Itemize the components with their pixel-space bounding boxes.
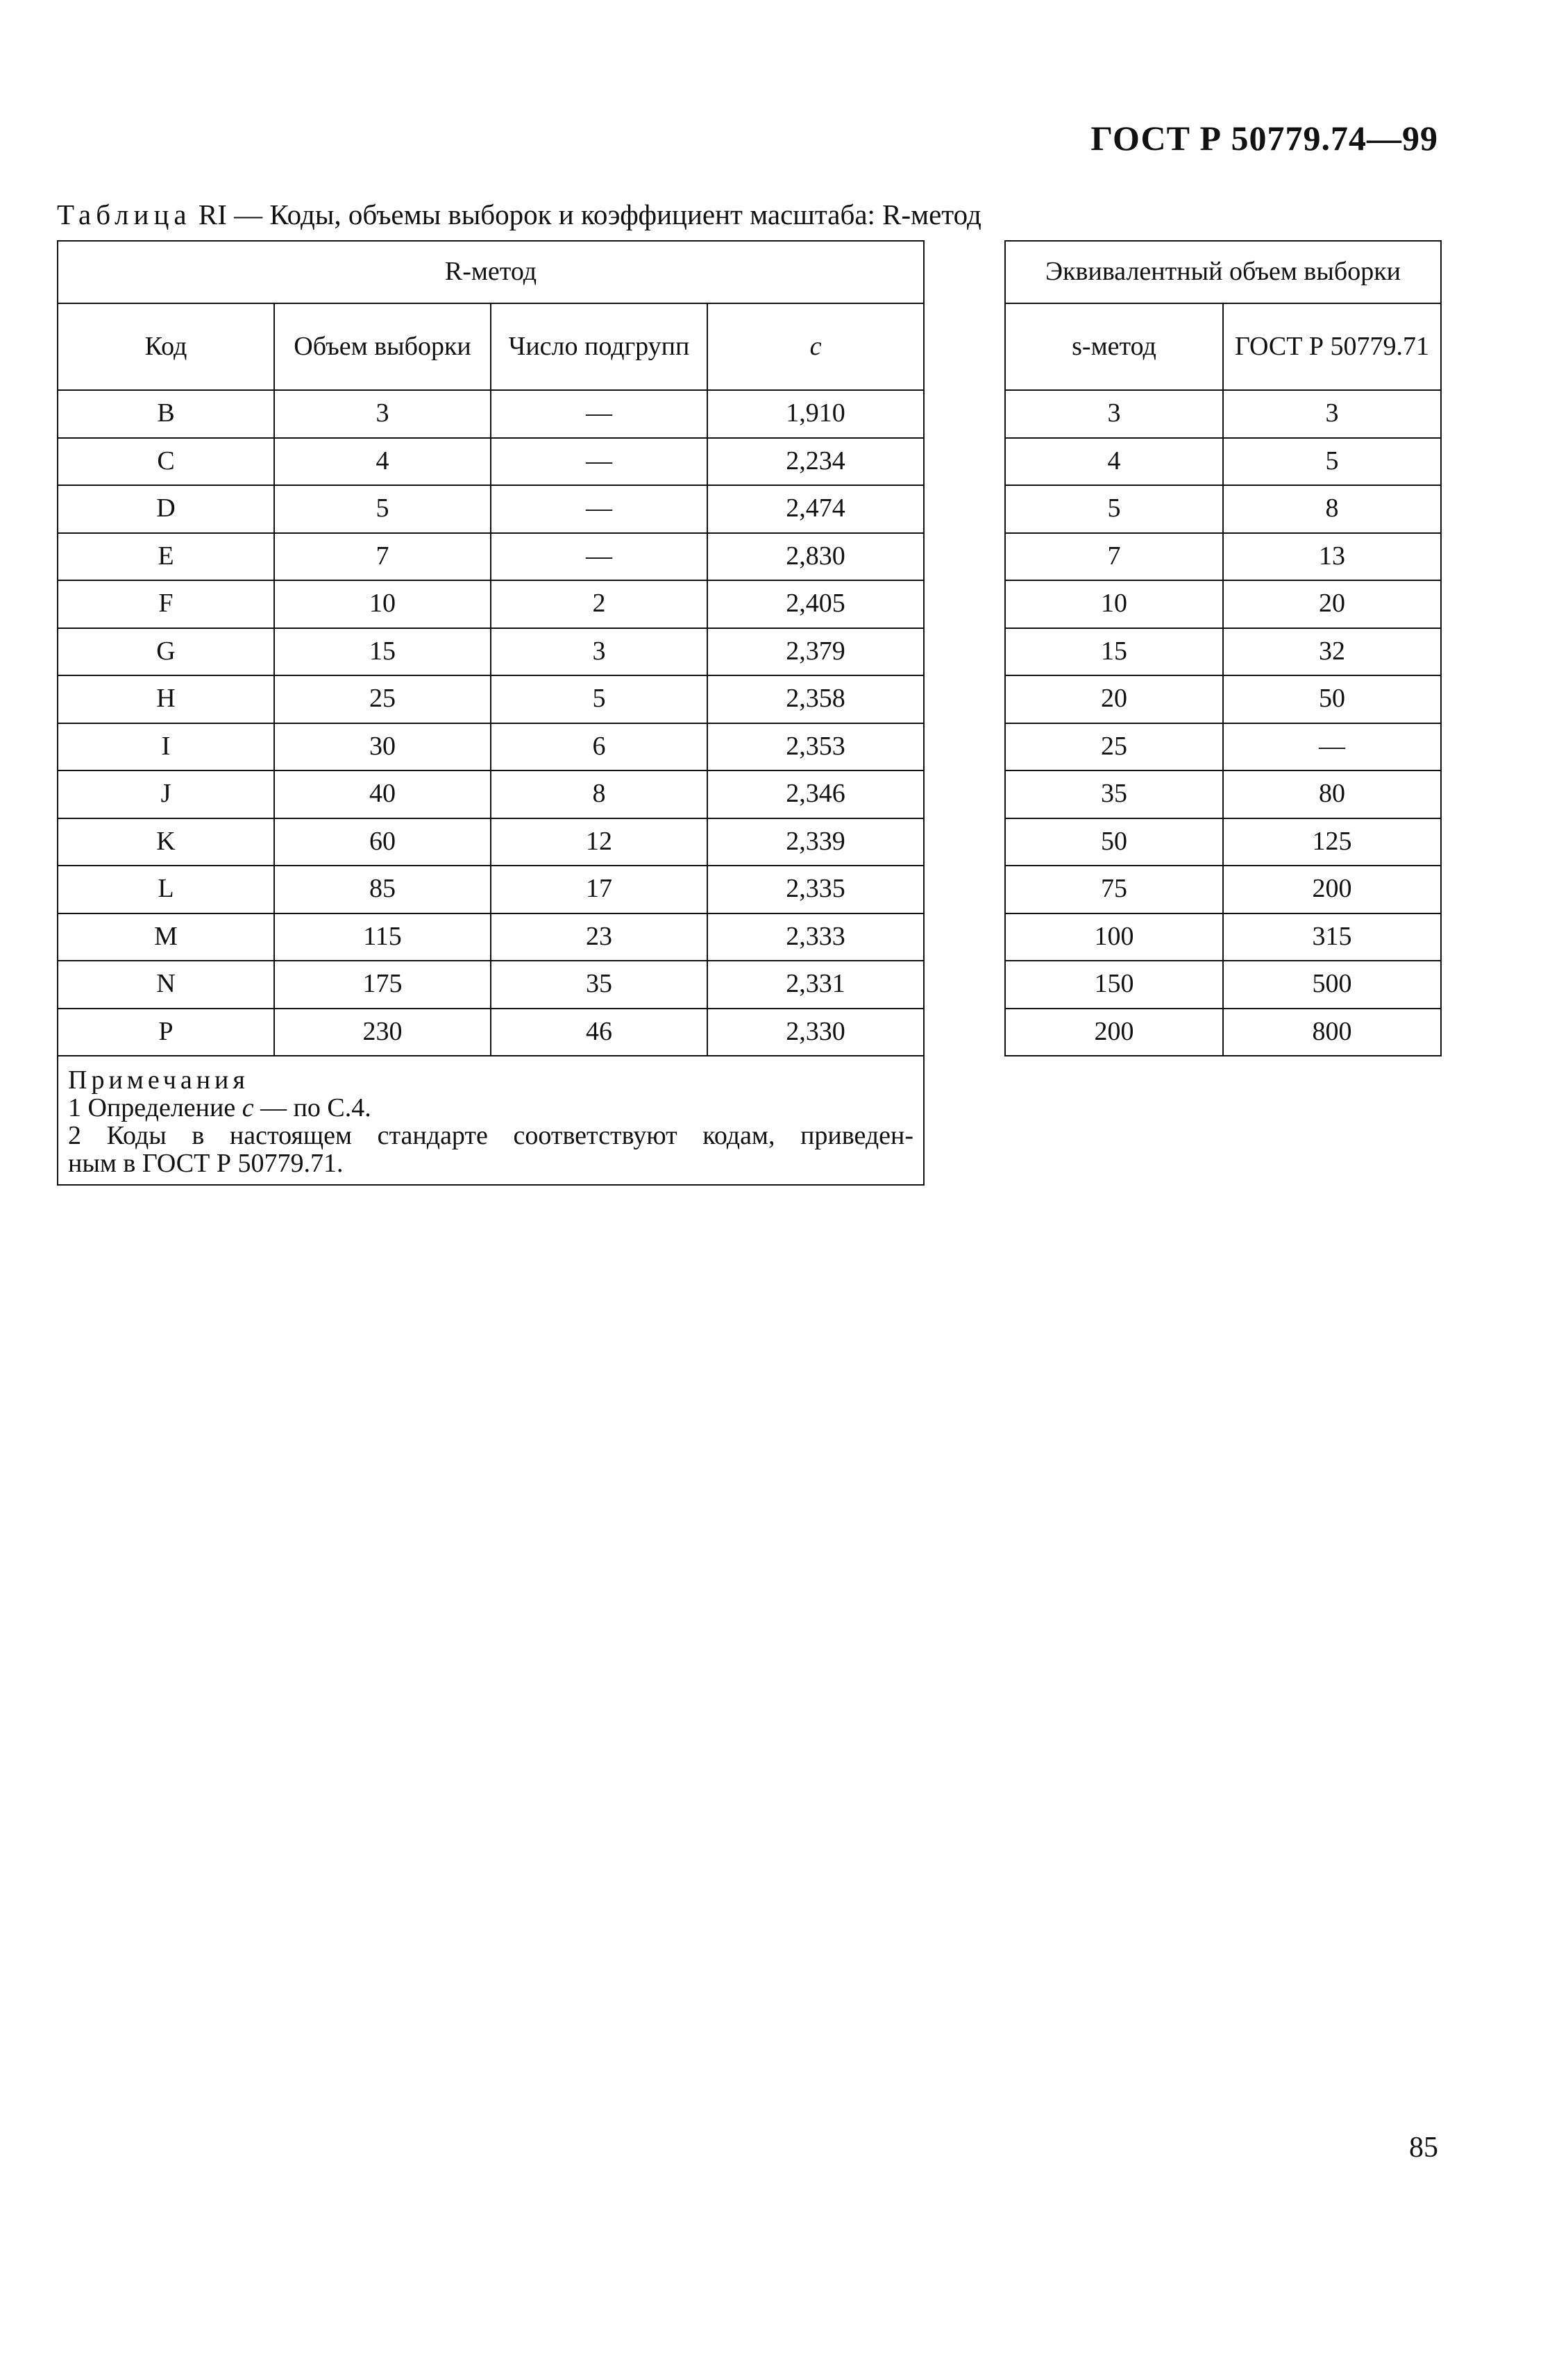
table-row [58,1009,924,1056]
table-row [1005,675,1441,723]
col-header-subgroups: Число подгрупп [491,303,707,390]
gost-cell: 200 [1223,866,1441,913]
equivalent-body [1005,390,1441,1056]
c-value-cell: 2,339 [707,818,924,866]
table-row [58,485,924,533]
document-code: ГОСТ Р 50779.74—99 [1090,119,1438,158]
c-value-cell: 2,830 [707,533,924,581]
sample-size-cell: 4 [274,438,491,486]
table-row [1005,438,1441,486]
subgroups-cell: 23 [491,913,707,961]
table-row [1005,580,1441,628]
table-row [58,390,924,438]
page-number: 85 [1409,2132,1438,2164]
sample-size-cell: 40 [274,770,491,818]
code-cell: F [58,580,274,628]
code-cell: N [58,961,274,1009]
subgroups-cell: 6 [491,723,707,771]
gost-cell: 20 [1223,580,1441,628]
s-method-cell: 7 [1005,533,1223,581]
sample-size-cell: 230 [274,1009,491,1056]
table-row [1005,961,1441,1009]
subgroups-cell: 12 [491,818,707,866]
subgroups-cell: — [491,533,707,581]
subgroups-cell: — [491,438,707,486]
caption-lead: Таблица [57,199,192,230]
table-row [58,675,924,723]
table-caption [57,198,981,231]
table-row [58,628,924,676]
gost-cell: 800 [1223,1009,1441,1056]
gost-cell: 5 [1223,438,1441,486]
c-value-cell: 2,353 [707,723,924,771]
table-row [1005,1009,1441,1056]
subgroups-cell: 3 [491,628,707,676]
s-method-cell: 15 [1005,628,1223,676]
caption-text: RI — Коды, объемы выборок и коэффициент масштаба: R-метод [198,199,981,230]
s-method-cell: 5 [1005,485,1223,533]
subgroups-cell: 5 [491,675,707,723]
sample-size-cell: 85 [274,866,491,913]
sample-size-cell: 60 [274,818,491,866]
col-header-gost: ГОСТ Р 50779.71 [1223,303,1441,390]
c-value-cell: 2,333 [707,913,924,961]
code-cell: C [58,438,274,486]
s-method-cell: 75 [1005,866,1223,913]
code-cell: D [58,485,274,533]
c-value-cell: 2,330 [707,1009,924,1056]
sample-size-cell: 175 [274,961,491,1009]
s-method-cell: 20 [1005,675,1223,723]
s-method-cell: 10 [1005,580,1223,628]
col-header-sample-size: Объем выборки [274,303,491,390]
code-cell: J [58,770,274,818]
s-method-cell: 3 [1005,390,1223,438]
s-method-cell: 150 [1005,961,1223,1009]
s-method-cell: 100 [1005,913,1223,961]
subgroups-cell: — [491,390,707,438]
code-cell: E [58,533,274,581]
table-row [1005,485,1441,533]
table-row [58,438,924,486]
gost-cell: 32 [1223,628,1441,676]
subgroups-cell: — [491,485,707,533]
c-value-cell: 2,331 [707,961,924,1009]
c-value-cell: 1,910 [707,390,924,438]
code-cell: L [58,866,274,913]
note-2-line-2: ным в ГОСТ Р 50779.71. [68,1149,344,1178]
c-value-cell: 2,346 [707,770,924,818]
table-row [1005,723,1441,771]
gost-cell: 50 [1223,675,1441,723]
code-cell: M [58,913,274,961]
table-row [1005,770,1441,818]
c-value-cell: 2,405 [707,580,924,628]
notes-title: Примечания [68,1065,249,1095]
table-row [58,866,924,913]
c-value-cell: 2,335 [707,866,924,913]
notes [58,1056,924,1185]
gost-cell: 80 [1223,770,1441,818]
code-cell: P [58,1009,274,1056]
s-method-cell: 25 [1005,723,1223,771]
gost-cell: 8 [1223,485,1441,533]
note-1: 1 Определение c — по С.4. [68,1093,371,1122]
sample-size-cell: 30 [274,723,491,771]
table-row [1005,866,1441,913]
gost-cell: 13 [1223,533,1441,581]
gost-cell: 500 [1223,961,1441,1009]
table-row [58,580,924,628]
code-cell: K [58,818,274,866]
r-method-body [58,390,924,1056]
gost-cell: 125 [1223,818,1441,866]
col-header-code: Код [58,303,274,390]
table-row [1005,818,1441,866]
subgroups-cell: 8 [491,770,707,818]
table-row [1005,533,1441,581]
col-header-c: c [707,303,924,390]
r-method-table [57,240,925,1186]
code-cell: G [58,628,274,676]
sample-size-cell: 25 [274,675,491,723]
c-value-cell: 2,358 [707,675,924,723]
s-method-cell: 35 [1005,770,1223,818]
subgroups-cell: 46 [491,1009,707,1056]
table-row [58,913,924,961]
table-row [58,533,924,581]
c-value-cell: 2,474 [707,485,924,533]
col-header-s-method: s-метод [1005,303,1223,390]
sample-size-cell: 7 [274,533,491,581]
gost-cell: — [1223,723,1441,771]
equivalent-sample-table [1004,240,1442,1056]
c-value-cell: 2,234 [707,438,924,486]
code-cell: I [58,723,274,771]
sample-size-cell: 5 [274,485,491,533]
code-cell: B [58,390,274,438]
s-method-cell: 4 [1005,438,1223,486]
code-cell: H [58,675,274,723]
s-method-cell: 200 [1005,1009,1223,1056]
sample-size-cell: 10 [274,580,491,628]
table-row [1005,913,1441,961]
sample-size-cell: 3 [274,390,491,438]
table-row [58,770,924,818]
gost-cell: 3 [1223,390,1441,438]
c-value-cell: 2,379 [707,628,924,676]
gost-cell: 315 [1223,913,1441,961]
subgroups-cell: 2 [491,580,707,628]
equivalent-group-header: Эквивалентный объем выборки [1005,241,1441,303]
s-method-cell: 50 [1005,818,1223,866]
r-method-group-header: R-метод [58,241,924,303]
table-row [58,723,924,771]
sample-size-cell: 115 [274,913,491,961]
table-row [1005,390,1441,438]
note-2-line-1: 2 Коды в настоящем стандарте соответствуют кодам, приведен- [68,1121,914,1150]
subgroups-cell: 35 [491,961,707,1009]
sample-size-cell: 15 [274,628,491,676]
table-row [58,961,924,1009]
subgroups-cell: 17 [491,866,707,913]
table-row [58,818,924,866]
table-row [1005,628,1441,676]
